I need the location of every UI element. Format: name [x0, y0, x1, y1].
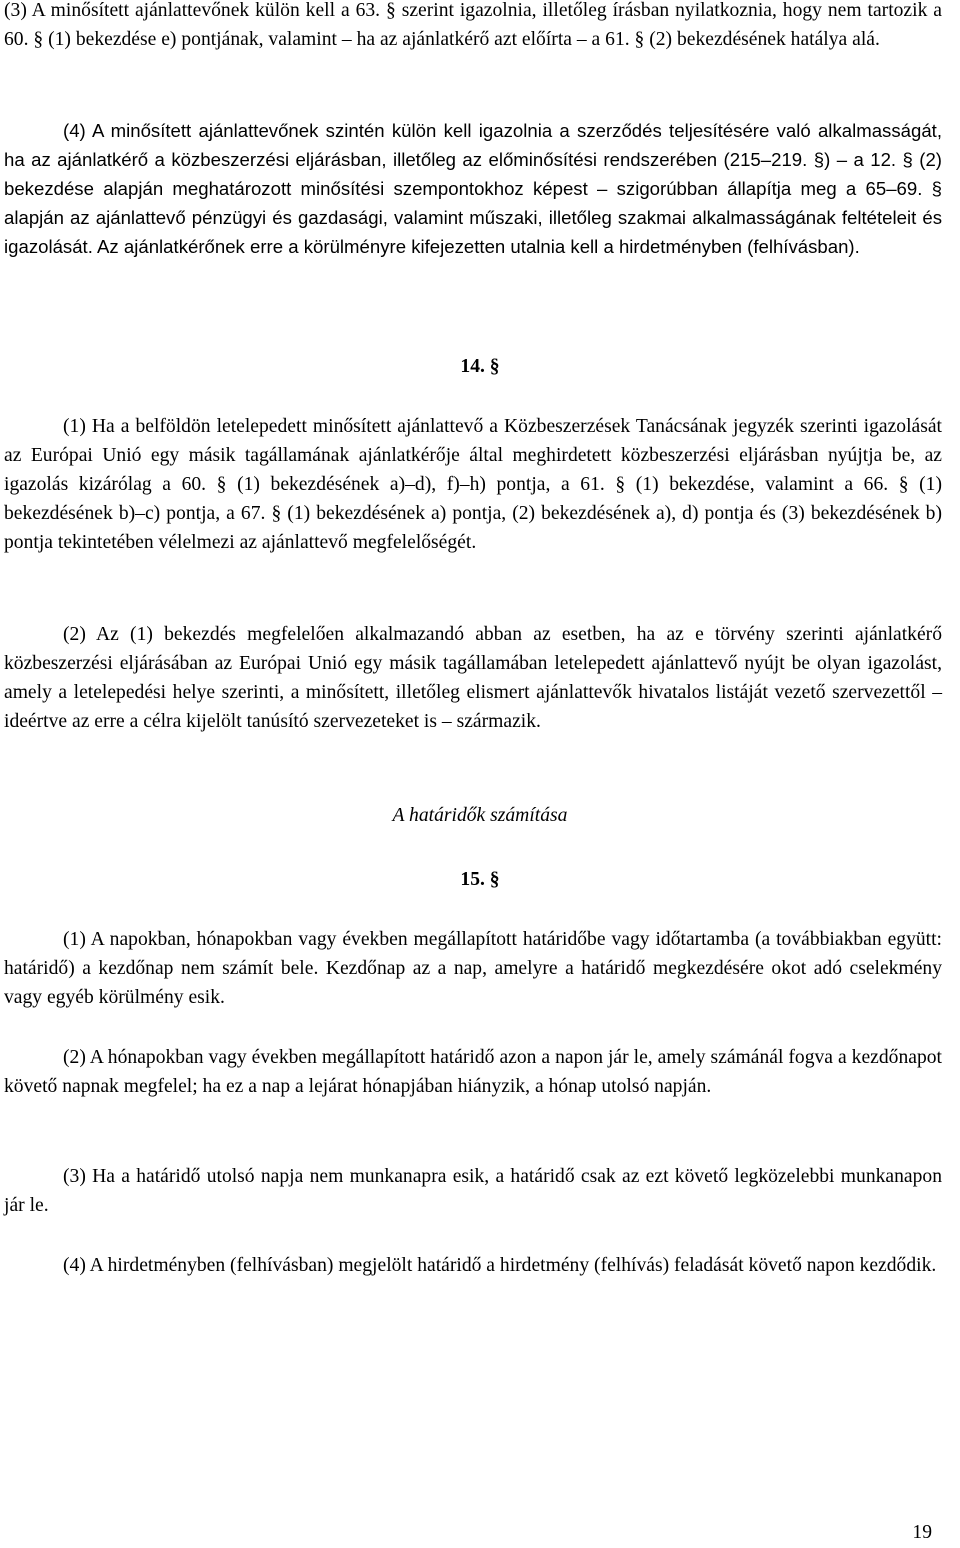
page-number: 19	[912, 1522, 932, 1543]
subtitle-deadlines: A határidők számítása	[392, 805, 568, 826]
paragraph-14-1: (1) Ha a belföldön letelepedett minősített ajánlattevő a Közbeszerzések Tanácsának jegyzék szerinti igazolását az Európai Unió egy másik tagállamának ajánlatkérője által meghirdetett közbeszerzési eljárásban nyújtja be, az igazolás kizárólag a 60. § (1) bekezdésének a)–d), f)–h) pontja, a 61. § (1) bekezdése, valamint a 66. § (1) bekezdésének b)–c) pontja, a 67. § (1) bekezdésének a) pontja, (2) bekezdésének a), d) pontja és (3) bekezdésének b) pontja tekintetében vélelmezi az ajánlattevő megfelelőségét.	[4, 416, 942, 553]
paragraph-15-2: (2) A hónapokban vagy években megállapított határidő azon a napon jár le, amely számánál fogva a kezdőnapot követő napnak megfelel; ha ez a nap a lejárat hónapjában hiányzik, a hónap utolsó napján.	[4, 1047, 942, 1097]
paragraph-63-4: (4) A minősített ajánlattevőnek szintén külön kell igazolnia a szerződés teljesítésére való alkalmasságát, ha az ajánlatkérő a közbeszerzési eljárásban, illetőleg az előminősítési rendszerében (215–219. §) – a 12. § (2) bekezdése alapján meghatározott minősítési szempontokhoz képest – szigorúbban állapítja meg a 65–69. § alapján az ajánlattevő pénzügyi és gazdasági, valamint műszaki, illetőleg szakmai alkalmasságának feltételeit és igazolását. Az ajánlatkérőnek erre a körülményre kifejezetten utalnia kell a hirdetményben (felhívásban).	[4, 120, 942, 257]
section-heading-14: 14. §	[460, 356, 500, 377]
paragraph-15-1: (1) A napokban, hónapokban vagy években megállapított határidőbe vagy időtartamba (a továbbiakban együtt: határidő) a kezdőnap nem számít bele. Kezdőnap az a nap, amelyre a határidő megkezdésére okot adó cselekmény vagy egyéb körülmény esik.	[4, 929, 942, 1008]
paragraph-63-3: (3) A minősített ajánlattevőnek külön kell a 63. § szerint igazolnia, illetőleg írásban nyilatkoznia, hogy nem tartozik a 60. § (1) bekezdése e) pontjának, valamint – ha az ajánlatkérő azt előírta – a 61. § (2) bekezdésének hatálya alá.	[4, 0, 942, 50]
paragraph-15-4: (4) A hirdetményben (felhívásban) megjelölt határidő a hirdetmény (felhívás) feladását követő napon kezdődik.	[63, 1255, 937, 1276]
paragraph-14-2: (2) Az (1) bekezdés megfelelően alkalmazandó abban az esetben, ha az e törvény szerinti ajánlatkérő közbeszerzési eljárásában az Európai Unió egy másik tagállamában letelepedett ajánlattevő nyújt be olyan igazolást, amely a letelepedési helye szerinti, a minősített, illetőleg elismert ajánlattevők hivatalos listáját vezető szervezettől – ideértve az erre a célra kijelölt tanúsító szervezeteket is – származik.	[4, 624, 942, 732]
section-heading-15: 15. §	[460, 869, 500, 890]
paragraph-15-3: (3) Ha a határidő utolsó napja nem munkanapra esik, a határidő csak az ezt követő legközelebbi munkanapon jár le.	[4, 1166, 942, 1216]
